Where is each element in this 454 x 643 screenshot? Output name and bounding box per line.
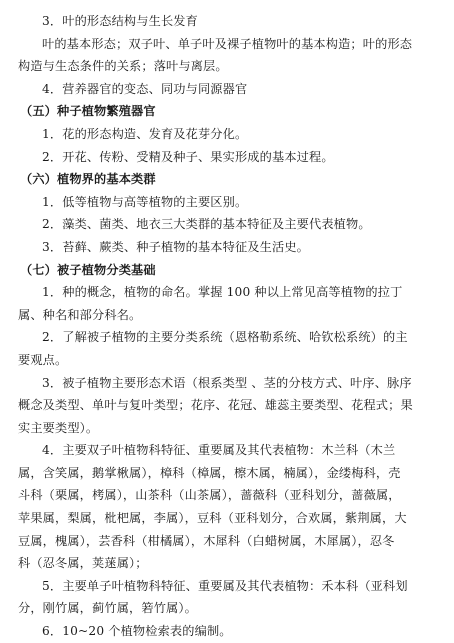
list-item: 6．10~20 个植物检索表的编制。	[42, 624, 232, 639]
paragraph-line: 属、种名和部分科名。	[18, 307, 142, 322]
paragraph-line: 科（忍冬属，荚蒾属）；	[18, 556, 148, 571]
list-item: 5．主要单子叶植物科特征、重要属及其代表植物：禾本科（亚科划	[42, 578, 408, 593]
list-item: 1．种的概念，植物的命名。掌握 100 种以上常见高等植物的拉丁	[42, 285, 403, 300]
list-item: 3．被子植物主要形态术语（根系类型 、茎的分枝方式、叶序、脉序	[42, 375, 412, 390]
list-item: 4．主要双子叶植物科特征、重要属及其代表植物：木兰科（木兰	[42, 443, 396, 458]
section-heading: （六）植物界的基本类群	[20, 172, 156, 187]
list-item: 1．低等植物与高等植物的主要区别。	[42, 194, 248, 209]
paragraph-line: 斗科（栗属，栲属），山茶科（山茶属），蔷薇科（亚科划分，蔷薇属，	[18, 488, 401, 503]
paragraph-line: 苹果属，梨属，枇杷属，李属），豆科（亚科划分，合欢属，紫荆属，大	[18, 511, 407, 526]
list-item: 4．营养器官的变态、同功与同源器官	[42, 81, 248, 96]
list-item: 2．开花、传粉、受精及种子、果实形成的基本过程。	[42, 149, 334, 164]
list-item: 2．了解被子植物的主要分类系统（恩格勒系统、哈钦松系统）的主	[42, 330, 408, 345]
list-item: 2．藻类、菌类、地衣三大类群的基本特征及主要代表植物。	[42, 217, 371, 232]
list-item: 3．叶的形态结构与生长发育	[42, 14, 198, 28]
paragraph-line: 概念及类型、单叶与复叶类型；花序、花冠、雄蕊主要类型、花程式；果	[18, 398, 413, 413]
paragraph-line: 构造与生态条件的关系；落叶与离层。	[18, 59, 228, 74]
paragraph-line: 豆属，槐属），芸香科（柑橘属），木犀科（白蜡树属，木犀属），忍冬	[18, 533, 395, 548]
section-heading: （七）被子植物分类基础	[20, 262, 156, 277]
paragraph-line: 叶的基本形态；双子叶、单子叶及裸子植物叶的基本构造；叶的形态	[42, 36, 413, 51]
list-item: 1．花的形态构造、发育及花芽分化。	[42, 126, 248, 141]
section-heading: （五）种子植物繁殖器官	[20, 104, 156, 119]
paragraph-line: 要观点。	[18, 352, 68, 367]
paragraph-line: 分，刚竹属，蓟竹属，箬竹属）。	[18, 601, 197, 616]
paragraph-line: 实主要类型）。	[18, 420, 99, 435]
paragraph-line: 属，含笑属，鹅掌楸属），樟科（樟属，檫木属，楠属），金缕梅科，壳	[18, 465, 401, 480]
list-item: 3．苔藓、蕨类、种子植物的基本特征及生活史。	[42, 239, 309, 254]
